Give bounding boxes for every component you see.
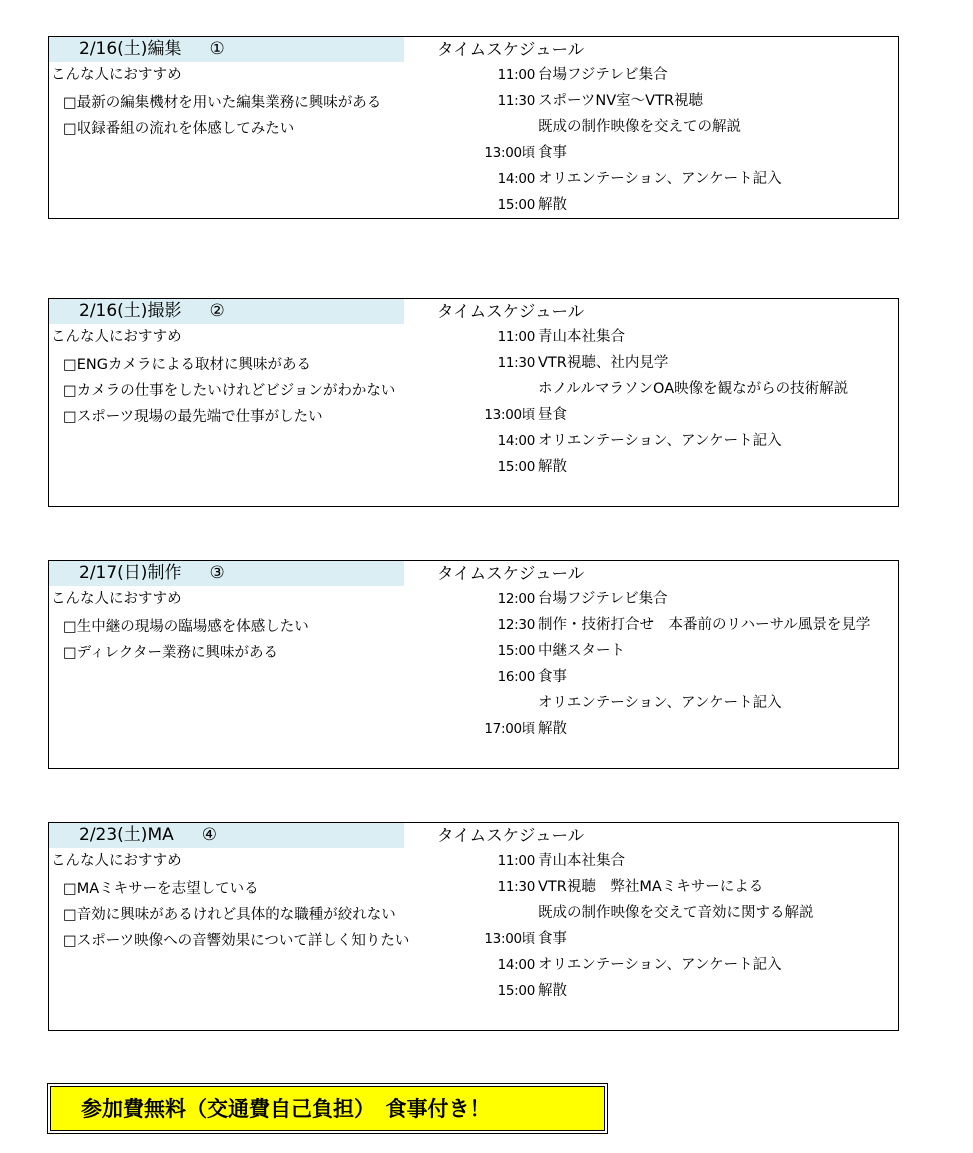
schedule-row (449, 614, 871, 640)
schedule-desc: オリエンテーション、アンケート記入 (538, 957, 782, 973)
session-header (49, 37, 404, 62)
schedule-row (449, 954, 782, 980)
session-number: ② (209, 301, 225, 321)
schedule-time: 13:00頃 (484, 145, 535, 161)
schedule-row (449, 902, 814, 928)
session-block-4 (48, 822, 899, 1031)
schedule-desc: オリエンテーション、アンケート記入 (538, 171, 782, 187)
schedule-time: 14:00 (497, 957, 535, 973)
recommend-item: □音効に興味があるけれど具体的な職種が絞れない (63, 907, 396, 923)
schedule-time: 14:00 (497, 433, 535, 449)
schedule-list (449, 64, 782, 220)
session-header-text: 2/17(日)制作 (79, 563, 182, 583)
schedule-row (449, 588, 668, 614)
schedule-row (449, 378, 849, 404)
schedule-row (449, 718, 567, 744)
schedule-row (449, 928, 567, 954)
schedule-desc: VTR視聴 弊社MAミキサーによる (538, 879, 764, 895)
schedule-desc: 解散 (538, 983, 567, 999)
timetable-title: タイムスケジュール (437, 564, 585, 583)
schedule-row (449, 692, 782, 718)
schedule-desc: 制作・技術打合せ 本番前のリハーサル風景を見学 (538, 617, 871, 633)
schedule-row (449, 430, 782, 456)
schedule-desc: 食事 (538, 931, 567, 947)
recommend-title: こんな人におすすめ (51, 591, 182, 607)
recommend-list (63, 90, 381, 142)
session-number: ① (209, 39, 225, 59)
schedule-desc: 既成の制作映像を交えての解説 (538, 119, 741, 135)
schedule-list (449, 326, 849, 482)
schedule-row (449, 850, 625, 876)
recommend-title: こんな人におすすめ (51, 67, 182, 83)
schedule-desc: 解散 (538, 721, 567, 737)
schedule-row (449, 640, 625, 666)
session-header (49, 823, 404, 848)
fee-notice-text: 参加費無料（交通費自己負担） 食事付き！ (50, 1086, 605, 1131)
recommend-item: □収録番組の流れを体感してみたい (63, 121, 295, 137)
schedule-row (449, 116, 741, 142)
recommend-item: □スポーツ現場の最先端で仕事がしたい (63, 409, 323, 425)
schedule-time: 13:00頃 (484, 931, 535, 947)
timetable-title: タイムスケジュール (437, 40, 585, 59)
schedule-row (449, 142, 567, 168)
schedule-time: 11:30 (497, 879, 535, 895)
schedule-time: 12:00 (497, 591, 535, 607)
schedule-time: 14:00 (497, 171, 535, 187)
schedule-desc: VTR視聴、社内見学 (538, 355, 669, 371)
schedule-row (449, 90, 704, 116)
schedule-desc: ホノルルマラソンOA映像を観ながらの技術解説 (538, 381, 849, 397)
schedule-time: 15:00 (497, 197, 535, 213)
schedule-row (449, 352, 669, 378)
recommend-item: □最新の編集機材を用いた編集業務に興味がある (63, 95, 382, 111)
recommend-item: □スポーツ映像への音響効果について詳しく知りたい (63, 933, 410, 949)
schedule-desc: 既成の制作映像を交えて音効に関する解説 (538, 905, 814, 921)
schedule-time: 15:00 (497, 983, 535, 999)
schedule-desc: スポーツNV室～VTR視聴 (538, 93, 704, 109)
schedule-desc: 台場フジテレビ集合 (538, 67, 668, 83)
schedule-desc: 解散 (538, 197, 567, 213)
schedule-time: 17:00頃 (484, 721, 535, 737)
schedule-desc: 青山本社集合 (538, 853, 625, 869)
schedule-desc: 食事 (538, 145, 567, 161)
schedule-time: 11:00 (497, 67, 535, 83)
schedule-row (449, 404, 567, 430)
schedule-row (449, 194, 567, 220)
schedule-desc: 中継スタート (538, 643, 625, 659)
session-header-text: 2/23(土)MA (79, 825, 174, 845)
schedule-desc: オリエンテーション、アンケート記入 (538, 433, 782, 449)
schedule-desc: 昼食 (538, 407, 567, 423)
schedule-desc: 台場フジテレビ集合 (538, 591, 668, 607)
recommend-list (63, 352, 395, 430)
recommend-list (63, 876, 409, 954)
recommend-list (63, 614, 309, 666)
schedule-time: 11:30 (497, 93, 535, 109)
session-number: ④ (201, 825, 217, 845)
schedule-list (449, 588, 871, 744)
session-block-2 (48, 298, 899, 507)
recommend-title: こんな人におすすめ (51, 329, 182, 345)
schedule-row (449, 666, 567, 692)
schedule-desc: オリエンテーション、アンケート記入 (538, 695, 782, 711)
session-header (49, 299, 404, 324)
recommend-item: □ディレクター業務に興味がある (63, 645, 278, 661)
schedule-row (449, 456, 567, 482)
session-header-text: 2/16(土)撮影 (79, 301, 182, 321)
schedule-time: 16:00 (497, 669, 535, 685)
schedule-row (449, 876, 764, 902)
schedule-time: 15:00 (497, 459, 535, 475)
schedule-desc: 食事 (538, 669, 567, 685)
session-block-1 (48, 36, 899, 219)
session-block-3 (48, 560, 899, 769)
schedule-time: 11:00 (497, 329, 535, 345)
timetable-title: タイムスケジュール (437, 826, 585, 845)
recommend-item: □ENGカメラによる取材に興味がある (63, 357, 311, 373)
schedule-time: 11:30 (497, 355, 535, 371)
session-header (49, 561, 404, 586)
recommend-title: こんな人におすすめ (51, 853, 182, 869)
schedule-time: 12:30 (497, 617, 535, 633)
schedule-time: 15:00 (497, 643, 535, 659)
recommend-item: □カメラの仕事をしたいけれどビジョンがわかない (63, 383, 396, 399)
schedule-row (449, 980, 567, 1006)
schedule-time: 13:00頃 (484, 407, 535, 423)
session-number: ③ (209, 563, 225, 583)
schedule-row (449, 326, 625, 352)
schedule-desc: 解散 (538, 459, 567, 475)
recommend-item: □生中継の現場の臨場感を体感したい (63, 619, 309, 635)
schedule-time: 11:00 (497, 853, 535, 869)
schedule-row (449, 64, 668, 90)
fee-notice-box (47, 1083, 608, 1134)
schedule-desc: 青山本社集合 (538, 329, 625, 345)
recommend-item: □MAミキサーを志望している (63, 881, 259, 897)
schedule-row (449, 168, 782, 194)
schedule-list (449, 850, 814, 1006)
timetable-title: タイムスケジュール (437, 302, 585, 321)
session-header-text: 2/16(土)編集 (79, 39, 182, 59)
